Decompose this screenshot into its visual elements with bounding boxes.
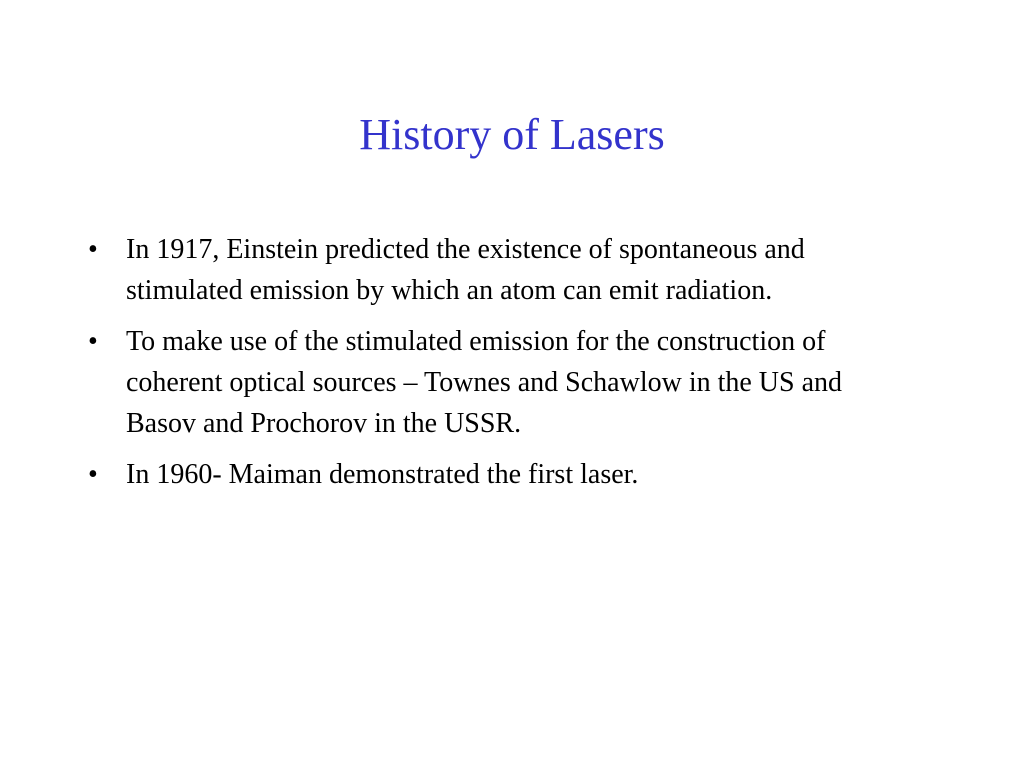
- bullet-item: [88, 454, 908, 495]
- bullet-marker: •: [88, 234, 98, 265]
- bullet-marker: •: [88, 459, 98, 490]
- bullet-item: [88, 321, 908, 444]
- bullet-item: [88, 229, 908, 311]
- bullet-text: To make use of the stimulated emission for the construction of coherent optical sources – Townes and Schawlow in the US and Basov and Prochorov in the USSR.: [126, 326, 843, 439]
- bullet-marker: •: [88, 326, 98, 357]
- bullet-text: In 1960- Maiman demonstrated the first laser.: [126, 459, 639, 490]
- slide-title: History of Lasers: [359, 110, 665, 159]
- bullet-list: [88, 229, 908, 505]
- bullet-text: In 1917, Einstein predicted the existence of spontaneous and stimulated emission by which an atom can emit radiation.: [126, 234, 805, 306]
